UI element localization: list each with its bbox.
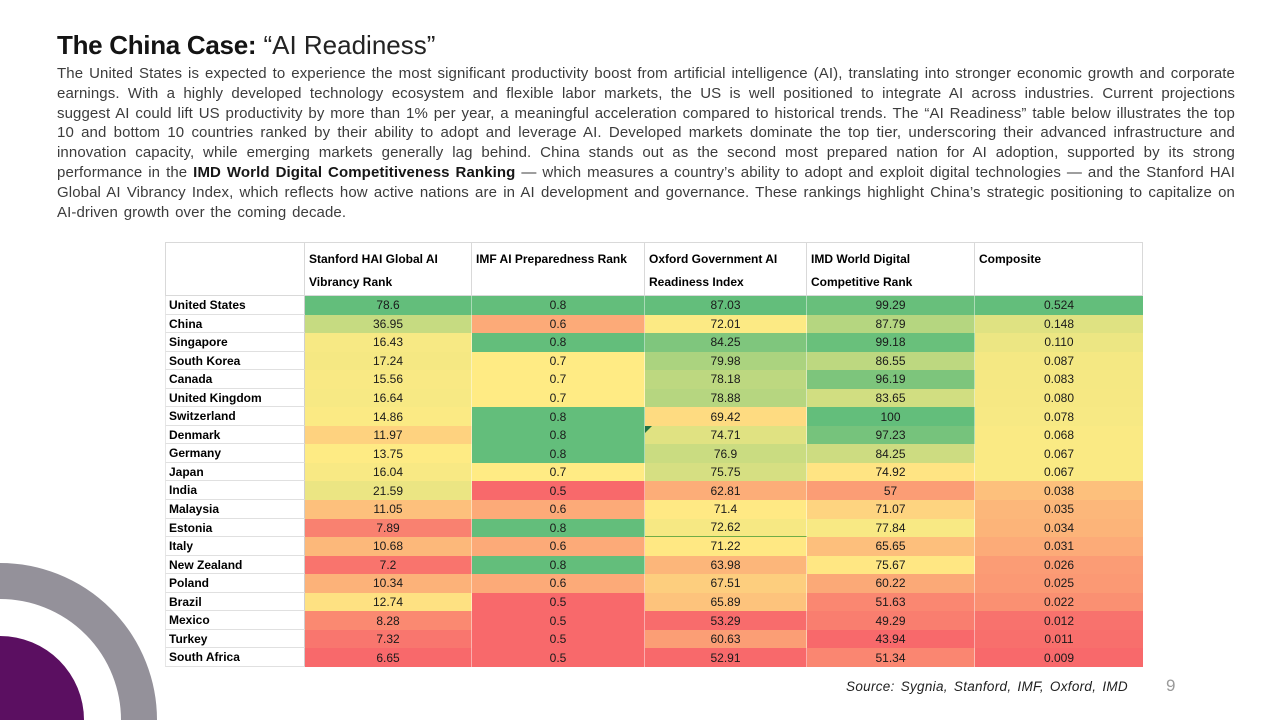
table-row: [165, 352, 1143, 371]
value-cell: 0.025: [975, 574, 1143, 593]
value-cell: 74.71: [645, 426, 807, 445]
table-row: [165, 611, 1143, 630]
country-cell: China: [165, 315, 305, 334]
value-cell: 51.63: [807, 593, 975, 612]
value-cell: 0.012: [975, 611, 1143, 630]
header-stanford: Stanford HAI Global AI Vibrancy Rank: [305, 243, 472, 296]
value-cell: 10.34: [305, 574, 472, 593]
value-cell: 0.011: [975, 630, 1143, 649]
header-country: [165, 243, 305, 296]
value-cell: 0.034: [975, 519, 1143, 538]
value-cell: 84.25: [807, 444, 975, 463]
value-cell: 69.42: [645, 407, 807, 426]
value-cell: 0.5: [472, 611, 645, 630]
header-imd: IMD World Digital Competitive Rank: [807, 243, 975, 296]
value-cell: 0.5: [472, 593, 645, 612]
value-cell: 0.067: [975, 444, 1143, 463]
table-body: [165, 296, 1143, 667]
country-cell: India: [165, 481, 305, 500]
value-cell: 0.6: [472, 315, 645, 334]
value-cell: 0.8: [472, 407, 645, 426]
value-cell: 100: [807, 407, 975, 426]
value-cell: 96.19: [807, 370, 975, 389]
value-cell: 0.5: [472, 630, 645, 649]
value-cell: 99.29: [807, 296, 975, 315]
value-cell: 7.89: [305, 519, 472, 538]
value-cell: 53.29: [645, 611, 807, 630]
country-cell: Malaysia: [165, 500, 305, 519]
value-cell: 99.18: [807, 333, 975, 352]
value-cell: 78.6: [305, 296, 472, 315]
value-cell: 6.65: [305, 648, 472, 667]
country-cell: Japan: [165, 463, 305, 482]
value-cell: 72.62: [645, 519, 807, 538]
value-cell: 67.51: [645, 574, 807, 593]
value-cell: 0.087: [975, 352, 1143, 371]
value-cell: 75.75: [645, 463, 807, 482]
country-cell: Estonia: [165, 519, 305, 538]
country-cell: Denmark: [165, 426, 305, 445]
country-cell: Singapore: [165, 333, 305, 352]
value-cell: 49.29: [807, 611, 975, 630]
value-cell: 65.65: [807, 537, 975, 556]
value-cell: 97.23: [807, 426, 975, 445]
value-cell: 77.84: [807, 519, 975, 538]
value-cell: 63.98: [645, 556, 807, 575]
value-cell: 0.083: [975, 370, 1143, 389]
value-cell: 83.65: [807, 389, 975, 408]
value-cell: 0.110: [975, 333, 1143, 352]
value-cell: 60.63: [645, 630, 807, 649]
value-cell: 21.59: [305, 481, 472, 500]
value-cell: 13.75: [305, 444, 472, 463]
value-cell: 72.01: [645, 315, 807, 334]
value-cell: 36.95: [305, 315, 472, 334]
table-row: [165, 574, 1143, 593]
value-cell: 78.18: [645, 370, 807, 389]
value-cell: 65.89: [645, 593, 807, 612]
value-cell: 0.068: [975, 426, 1143, 445]
table-row: [165, 370, 1143, 389]
table-row: [165, 389, 1143, 408]
page-title-quote: “AI Readiness”: [256, 30, 436, 60]
country-cell: Turkey: [165, 630, 305, 649]
country-cell: Canada: [165, 370, 305, 389]
country-cell: Switzerland: [165, 407, 305, 426]
value-cell: 79.98: [645, 352, 807, 371]
value-cell: 0.035: [975, 500, 1143, 519]
value-cell: 0.6: [472, 537, 645, 556]
value-cell: 0.8: [472, 556, 645, 575]
header-oxford: Oxford Government AI Readiness Index: [645, 243, 807, 296]
value-cell: 0.148: [975, 315, 1143, 334]
value-cell: 0.022: [975, 593, 1143, 612]
value-cell: 10.68: [305, 537, 472, 556]
value-cell: 7.2: [305, 556, 472, 575]
table-row: [165, 593, 1143, 612]
country-cell: Italy: [165, 537, 305, 556]
value-cell: 0.8: [472, 333, 645, 352]
value-cell: 60.22: [807, 574, 975, 593]
value-cell: 84.25: [645, 333, 807, 352]
value-cell: 0.8: [472, 519, 645, 538]
table-row: [165, 444, 1143, 463]
value-cell: 11.05: [305, 500, 472, 519]
value-cell: 0.038: [975, 481, 1143, 500]
value-cell: 78.88: [645, 389, 807, 408]
value-cell: 0.8: [472, 444, 645, 463]
table-row: [165, 481, 1143, 500]
ai-readiness-table: [165, 242, 1143, 667]
value-cell: 71.22: [645, 537, 807, 556]
value-cell: 0.009: [975, 648, 1143, 667]
intro-paragraph: [57, 64, 1235, 222]
intro-text: The United States is expected to experience the most significant productivity boost from artificial intelligence (AI), translating into stronger economic growth and corporate earnings. With a highly developed technology ecosystem and flexible labor markets, the US is well positioned to integrate AI across industries. Current projections suggest AI could lift US productivity by more than 1% per year, a meaningful acceleration compared to historical trends. The “AI Readiness” table below illustrates the top 10 and bottom 10 countries ranked by their ability to adopt and leverage AI. Developed markets dominate the top tier, underscoring their advanced infrastructure and innovation capacity, while emerging markets generally lag behind. China stands out as the second most prepared nation for AI adoption, supported by its strong performance in the: [57, 65, 1235, 181]
value-cell: 14.86: [305, 407, 472, 426]
table-row: [165, 315, 1143, 334]
value-cell: 0.5: [472, 481, 645, 500]
country-cell: Germany: [165, 444, 305, 463]
value-cell: 16.43: [305, 333, 472, 352]
value-cell: 0.031: [975, 537, 1143, 556]
value-cell: 7.32: [305, 630, 472, 649]
value-cell: 12.74: [305, 593, 472, 612]
page-title: [57, 30, 435, 61]
value-cell: 0.6: [472, 574, 645, 593]
value-cell: 0.5: [472, 648, 645, 667]
table-row: [165, 463, 1143, 482]
country-cell: Brazil: [165, 593, 305, 612]
country-cell: United Kingdom: [165, 389, 305, 408]
country-cell: Poland: [165, 574, 305, 593]
table-row: [165, 519, 1143, 538]
value-cell: 0.6: [472, 500, 645, 519]
value-cell: 0.080: [975, 389, 1143, 408]
error-flag-icon: [645, 426, 652, 433]
value-cell: 0.7: [472, 370, 645, 389]
table-row: [165, 556, 1143, 575]
value-cell: 74.92: [807, 463, 975, 482]
value-cell: 0.7: [472, 352, 645, 371]
value-cell: 15.56: [305, 370, 472, 389]
table-row: [165, 407, 1143, 426]
page-title-bold: The China Case:: [57, 30, 257, 60]
value-cell: 57: [807, 481, 975, 500]
value-cell: 0.7: [472, 389, 645, 408]
value-cell: 16.04: [305, 463, 472, 482]
table-row: [165, 500, 1143, 519]
header-composite: Composite: [975, 243, 1143, 296]
table-row: [165, 333, 1143, 352]
page-number: 9: [1166, 676, 1176, 695]
table-row: [165, 426, 1143, 445]
value-cell: 87.79: [807, 315, 975, 334]
value-cell: 87.03: [645, 296, 807, 315]
intro-text: — which measures a country’s ability to adopt and exploit digital technologies — and the Stanford HAI Global AI Vibrancy Index, which reflects how active nations are in AI development and governance. These rankings highlight China’s strategic positioning to capitalize on AI-driven growth over the coming decade.: [57, 163, 1236, 221]
value-cell: 8.28: [305, 611, 472, 630]
table-row: [165, 296, 1143, 315]
value-cell: 43.94: [807, 630, 975, 649]
value-cell: 0.026: [975, 556, 1143, 575]
country-cell: United States: [165, 296, 305, 315]
value-cell: 71.4: [645, 500, 807, 519]
value-cell: 0.8: [472, 296, 645, 315]
value-cell: 17.24: [305, 352, 472, 371]
table-row: [165, 537, 1143, 556]
value-cell: 52.91: [645, 648, 807, 667]
country-cell: South Korea: [165, 352, 305, 371]
value-cell: 86.55: [807, 352, 975, 371]
country-cell: South Africa: [165, 648, 305, 667]
value-cell: 0.7: [472, 463, 645, 482]
value-cell: 71.07: [807, 500, 975, 519]
value-cell: 11.97: [305, 426, 472, 445]
value-cell: 75.67: [807, 556, 975, 575]
intro-bold-text: IMD World Digital Competitiveness Ranking: [193, 163, 516, 181]
value-cell: 0.078: [975, 407, 1143, 426]
value-cell: 76.9: [645, 444, 807, 463]
value-cell: 16.64: [305, 389, 472, 408]
table-header-row: [165, 242, 1143, 296]
value-cell: 0.524: [975, 296, 1143, 315]
table-row: [165, 648, 1143, 667]
country-cell: Mexico: [165, 611, 305, 630]
value-cell: 0.8: [472, 426, 645, 445]
value-cell: 51.34: [807, 648, 975, 667]
country-cell: New Zealand: [165, 556, 305, 575]
value-cell: 0.067: [975, 463, 1143, 482]
header-imf: IMF AI Preparedness Rank: [472, 243, 645, 296]
source-note: Source: Sygnia, Stanford, IMF, Oxford, IMD: [846, 679, 1128, 694]
table-row: [165, 630, 1143, 649]
value-cell: 62.81: [645, 481, 807, 500]
